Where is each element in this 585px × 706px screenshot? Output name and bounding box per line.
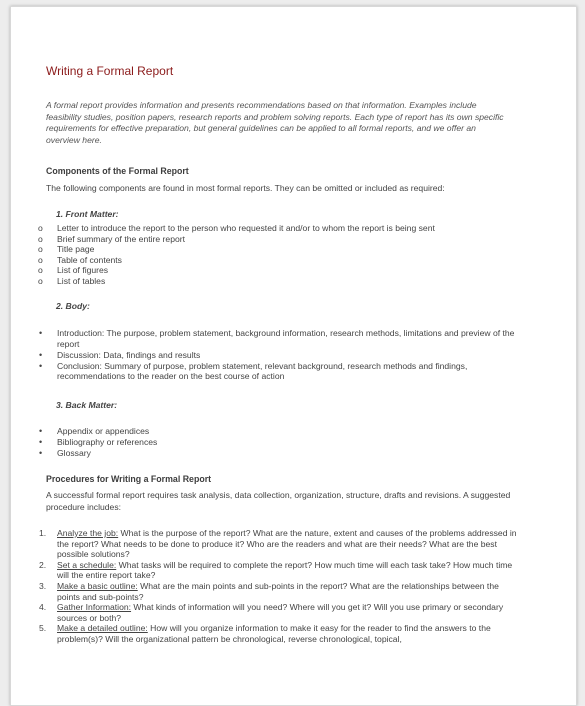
list-item xyxy=(0,328,520,349)
list-item xyxy=(0,244,520,255)
body-list xyxy=(0,328,520,382)
list-item-text: Introduction: The purpose, problem statement, background information, research methods, limitations and preview of the report xyxy=(57,328,515,349)
list-item-text: Bibliography or references xyxy=(57,436,158,447)
list-item xyxy=(0,265,520,276)
list-item-text: Brief summary of the entire report xyxy=(57,233,185,244)
back-matter-heading: 3. Back Matter: xyxy=(56,400,118,410)
bullet-marker: o xyxy=(38,233,43,244)
list-item-text: List of figures xyxy=(57,265,109,276)
procedure-step xyxy=(0,560,520,581)
step-number: 1. xyxy=(39,528,47,538)
bullet-marker: o xyxy=(38,275,43,286)
step-text: What kinds of information will you need? Where will you get it? Will you use primary or secondary sources or both? xyxy=(57,602,504,623)
list-item-text: Appendix or appendices xyxy=(57,426,150,436)
step-text: What tasks will be required to complete the report? How much time will each task take? How much time will the entire report take? xyxy=(57,559,513,581)
intro-paragraph: A formal report provides information and presents recommendations based on that information. Examples include feasibility studies, position papers, research reports and problem solving reports. Each type of report has its own specific requirements for effective preparation, but general guidelines can be applied to all formal reports, and we offer an overview here. xyxy=(46,100,504,145)
bullet-marker: o xyxy=(38,223,43,233)
list-item-text: List of tables xyxy=(57,275,106,286)
step-label: Analyze the job: xyxy=(57,528,119,538)
list-item xyxy=(0,426,520,437)
procedures-steps xyxy=(0,528,520,645)
list-item xyxy=(0,350,520,361)
step-label: Set a schedule: xyxy=(57,559,117,570)
procedure-step xyxy=(0,528,520,560)
step-label: Make a detailed outline: xyxy=(57,623,148,634)
back-matter-list xyxy=(0,426,520,459)
procedure-step xyxy=(0,602,520,623)
list-item xyxy=(0,234,520,245)
list-item xyxy=(0,448,520,459)
step-text: What is the purpose of the report? What are the nature, extent and causes of the problems addressed in the report? What needs to be done to produce it? Who are the readers and what are their needs? What are the best possible solutions? xyxy=(57,528,517,560)
bullet-marker: • xyxy=(39,436,43,447)
list-item-text: Table of contents xyxy=(57,254,122,265)
list-item-text: Conclusion: Summary of purpose, problem statement, relevant background, research methods and findings, recommendations to the reader on the best course of action xyxy=(57,360,468,382)
list-item xyxy=(0,437,520,448)
list-item xyxy=(0,223,520,234)
step-label: Make a basic outline: xyxy=(57,580,138,591)
bullet-marker: o xyxy=(38,265,43,276)
components-heading: Components of the Formal Report xyxy=(46,166,189,176)
document-title: Writing a Formal Report xyxy=(46,64,174,78)
list-item xyxy=(0,276,520,287)
body-heading: 2. Body: xyxy=(56,301,90,311)
step-text: What are the main points and sub-points in the report? What are the relationships between the points and sub-points? xyxy=(57,580,499,602)
procedures-heading: Procedures for Writing a Formal Report xyxy=(46,474,212,484)
step-number: 3. xyxy=(39,580,47,591)
list-item xyxy=(0,255,520,266)
front-matter-heading: 1. Front Matter: xyxy=(56,209,119,219)
list-item-text: Glossary xyxy=(57,447,91,458)
step-text: How will you organize information to make it easy for the reader to find the answers to the problem(s)? Will the organizational pattern be chronological, reverse chronological, topical, xyxy=(57,623,491,644)
list-item-text: Title page xyxy=(57,244,95,255)
procedure-step xyxy=(0,581,520,602)
components-text: The following components are found in most formal reports. They can be omitted or included as required: xyxy=(46,183,445,193)
bullet-marker: • xyxy=(39,349,43,360)
list-item xyxy=(0,361,520,382)
step-number: 4. xyxy=(39,602,47,613)
bullet-marker: o xyxy=(38,254,43,265)
step-number: 5. xyxy=(39,623,47,634)
list-item-text: Letter to introduce the report to the person who requested it and/or to whom the report is being sent xyxy=(57,223,435,233)
bullet-marker: • xyxy=(39,426,43,436)
list-item-text: Discussion: Data, findings and results xyxy=(57,349,201,360)
step-number: 2. xyxy=(39,559,47,570)
procedure-step xyxy=(0,623,520,644)
front-matter-list xyxy=(0,223,520,287)
step-label: Gather Information: xyxy=(57,602,132,613)
bullet-marker: • xyxy=(39,328,43,338)
procedures-text: A successful formal report requires task analysis, data collection, organization, structure, drafts and revisions. A suggested procedure includes: xyxy=(46,490,511,512)
bullet-marker: • xyxy=(39,447,43,458)
bullet-marker: o xyxy=(38,244,43,255)
bullet-marker: • xyxy=(39,360,43,371)
